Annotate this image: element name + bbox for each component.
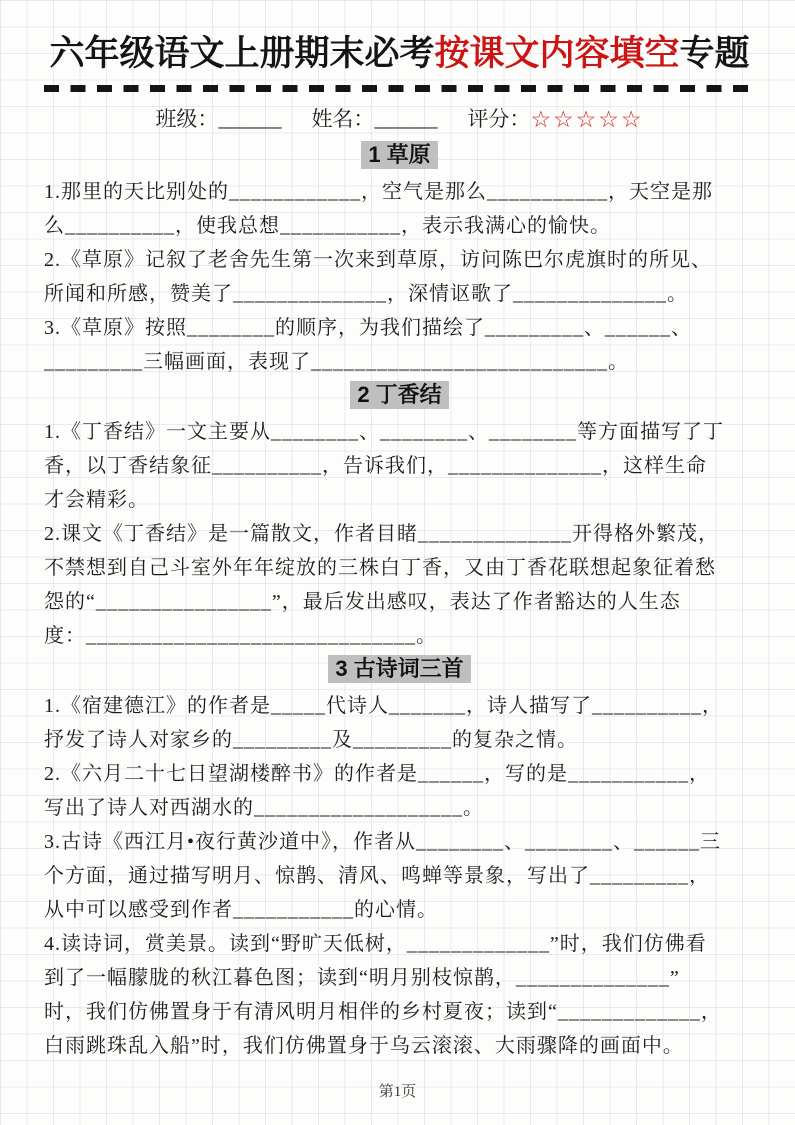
text-line: 2.课文《丁香结》是一篇散文，作者目睹______________开得格外繁茂， bbox=[44, 522, 719, 545]
text-line: 怨的“________________”，最后发出感叹，表达了作者豁达的人生态 bbox=[44, 590, 681, 613]
section-heading-1: 1 草原 bbox=[361, 141, 437, 169]
title-red-part: 按课文内容填空 bbox=[434, 34, 680, 73]
text-line: 抒发了诗人对家乡的_________及_________的复杂之情。 bbox=[44, 728, 578, 751]
page-title bbox=[44, 32, 755, 76]
text-line: 度：______________________________。 bbox=[44, 624, 437, 647]
name-label: 姓名： bbox=[311, 106, 375, 131]
text-line: 么__________，使我总想___________，表示我满心的愉快。 bbox=[44, 214, 611, 237]
section-gushici bbox=[44, 655, 755, 1063]
page-number: 第1页 bbox=[378, 1084, 417, 1100]
score-stars: ☆☆☆☆☆ bbox=[530, 106, 644, 132]
text-line: 3.《草原》按照________的顺序，为我们描绘了_________、______、 bbox=[44, 316, 692, 339]
text-line: 1.《宿建德江》的作者是_____代诗人_______，诗人描写了__________， bbox=[44, 694, 723, 717]
student-info-row bbox=[44, 103, 755, 133]
section-heading-2: 2 丁香结 bbox=[350, 381, 448, 409]
text-line: 2.《六月二十七日望湖楼醉书》的作者是______，写的是___________， bbox=[44, 762, 710, 785]
text-line: 1.《丁香结》一文主要从________、________、________等方面描写了丁 bbox=[44, 420, 724, 443]
text-line: 所闻和所感，赞美了______________，深情讴歌了______________。 bbox=[44, 282, 688, 305]
text-line: 2.《草原》记叙了老舍先生第一次来到草原，访问陈巴尔虎旗时的所见、 bbox=[44, 248, 712, 271]
section-heading-3: 3 古诗词三首 bbox=[328, 655, 470, 683]
class-label: 班级： bbox=[155, 106, 219, 131]
name-blank: ______ bbox=[374, 106, 438, 131]
text-line: 写出了诗人对西湖水的___________________。 bbox=[44, 796, 484, 819]
text-line: _________三幅画面，表现了___________________________。 bbox=[44, 350, 629, 373]
title-black-part1: 六年级语文上册期末必考 bbox=[49, 34, 435, 73]
text-line: 才会精彩。 bbox=[44, 488, 149, 511]
title-black-part2: 专题 bbox=[679, 34, 750, 73]
text-line: 1.那里的天比别处的____________，空气是那么___________，天空是那 bbox=[44, 180, 713, 203]
dashed-divider bbox=[44, 85, 755, 92]
section-dingxiangjie bbox=[44, 381, 755, 653]
text-line: 到了一幅朦胧的秋江暮色图；读到“明月别枝惊鹊，______________” bbox=[44, 966, 680, 989]
section-caoyuan bbox=[44, 141, 755, 379]
text-line: 时，我们仿佛置身于有清风明月相伴的乡村夏夜；读到“_____________， bbox=[44, 1000, 722, 1023]
score-label: 评分： bbox=[467, 106, 531, 131]
class-blank: ______ bbox=[218, 106, 282, 131]
text-line: 不禁想到自己斗室外年年绽放的三株白丁香，又由丁香花联想起象征着愁 bbox=[44, 556, 716, 579]
text-line: 3.古诗《西江月•夜行黄沙道中》，作者从________、________、______三 bbox=[44, 830, 722, 853]
text-line: 4.读诗词，赏美景。读到“野旷天低树，_____________”时，我们仿佛看 bbox=[44, 932, 707, 955]
text-line: 白雨跳珠乱入船”时，我们仿佛置身于乌云滚滚、大雨骤降的画面中。 bbox=[44, 1034, 684, 1057]
text-line: 从中可以感受到作者___________的心情。 bbox=[44, 898, 438, 921]
text-line: 香，以丁香结象征__________，告诉我们，______________，这样生命 bbox=[44, 454, 707, 477]
text-line: 个方面，通过描写明月、惊鹊、清风、鸣蝉等景象，写出了_________， bbox=[44, 864, 710, 887]
